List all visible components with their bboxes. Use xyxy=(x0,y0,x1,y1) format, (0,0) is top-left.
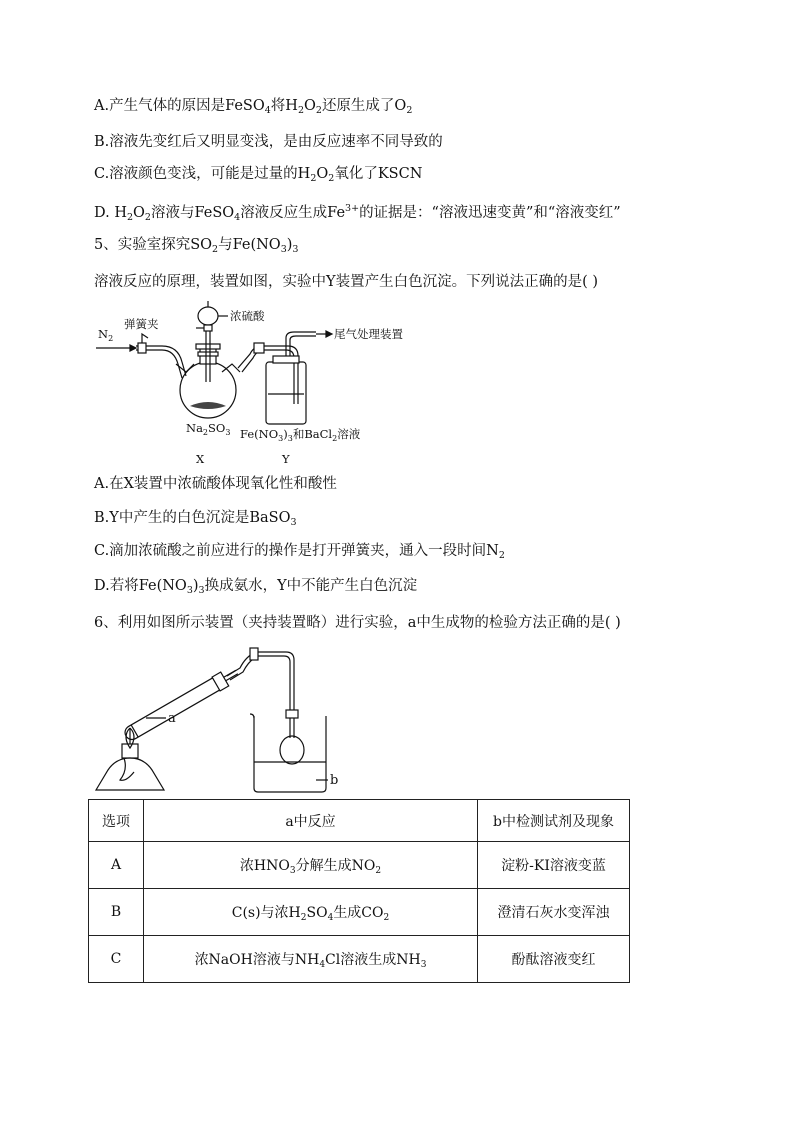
row-option: B xyxy=(89,889,144,936)
label-b: b xyxy=(330,773,339,788)
table-row xyxy=(89,936,630,983)
row-option: A xyxy=(89,842,144,889)
header-detection: b中检测试剂及现象 xyxy=(478,800,630,842)
row-reaction: 浓NaOH溶液与$NH_4Cl$溶液生成$NH_3$ xyxy=(144,936,478,983)
q4-option-d: D. $H_2O_2$溶液与FeSO$_4$溶液反应生成$Fe^{3+}$的证据是：“溶液迅速变黄”和“溶液变红” xyxy=(94,203,621,223)
q6-stem: 6、利用如图所示装置（夹持装置略）进行实验，a中生成物的检验方法正确的是( ) xyxy=(94,615,621,631)
bottle-y xyxy=(266,362,306,424)
q5-stem-line1: 5、实验室探究$SO_2$与$Fe(NO_3)_3$ xyxy=(94,237,299,255)
row-option: C xyxy=(89,936,144,983)
row-reaction: 浓$HNO_3$分解生成$NO_2$ xyxy=(144,842,478,889)
tail-gas-label: 尾气处理装置 xyxy=(334,327,403,341)
q5-option-d: D.若将$Fe(NO_3)_3$换成氨水，Y中不能产生白色沉淀 xyxy=(94,578,418,596)
label-x: X xyxy=(196,452,205,466)
q4-option-a: A.产生气体的原因是FeSO$_4$将$H_2O_2$还原生成了$O_2$ xyxy=(94,98,413,116)
header-reaction: a中反应 xyxy=(144,800,478,842)
na2so3-label: $Na_2SO_3$ xyxy=(186,421,231,437)
q6-options-table xyxy=(88,799,630,983)
table-header-row xyxy=(89,800,630,842)
table-row xyxy=(89,842,630,889)
solution-y-label: $Fe(NO_3)_3$和BaCl$_2$溶液 xyxy=(240,427,361,443)
q5-apparatus-figure xyxy=(90,298,420,470)
spring-clip-label: 弹簧夹 xyxy=(124,317,159,331)
row-reaction: C(s)与浓$H_2SO_4$生成$CO_2$ xyxy=(144,889,478,936)
q5-option-b: B.Y中产生的白色沉淀是BaSO$_3$ xyxy=(94,510,297,528)
q4-option-c: C.溶液颜色变浅，可能是过量的$H_2O_2$氧化了KSCN xyxy=(94,166,423,184)
spring-clip-icon xyxy=(138,343,146,353)
test-tube-a xyxy=(123,675,225,742)
q4-option-b: B.溶液先变红后又明显变浅，是由反应速率不同导致的 xyxy=(94,134,443,150)
label-y: Y xyxy=(282,452,290,466)
row-detection: 酚酞溶液变红 xyxy=(478,936,630,983)
dropping-funnel xyxy=(198,307,218,325)
alcohol-lamp xyxy=(96,758,164,790)
table-row xyxy=(89,889,630,936)
na2so3-solid xyxy=(190,402,226,409)
q6-apparatus-figure xyxy=(90,640,370,796)
q5-stem-line2: 溶液反应的原理，装置如图，实验中Y装置产生白色沉淀。下列说法正确的是( ) xyxy=(94,274,598,290)
svg-text:N2: $N_2$ xyxy=(98,327,114,343)
inverted-funnel xyxy=(280,736,304,764)
row-detection: 澄清石灰水变浑浊 xyxy=(478,889,630,936)
q5-option-c: C.滴加浓硫酸之前应进行的操作是打开弹簧夹，通入一段时间$N_2$ xyxy=(94,543,505,561)
q5-option-a: A.在X装置中浓硫酸体现氧化性和酸性 xyxy=(94,476,337,492)
label-a: a xyxy=(168,711,176,726)
header-option: 选项 xyxy=(89,800,144,842)
conc-acid-label: 浓硫酸 xyxy=(230,309,265,323)
row-detection: 淀粉-KI溶液变蓝 xyxy=(478,842,630,889)
